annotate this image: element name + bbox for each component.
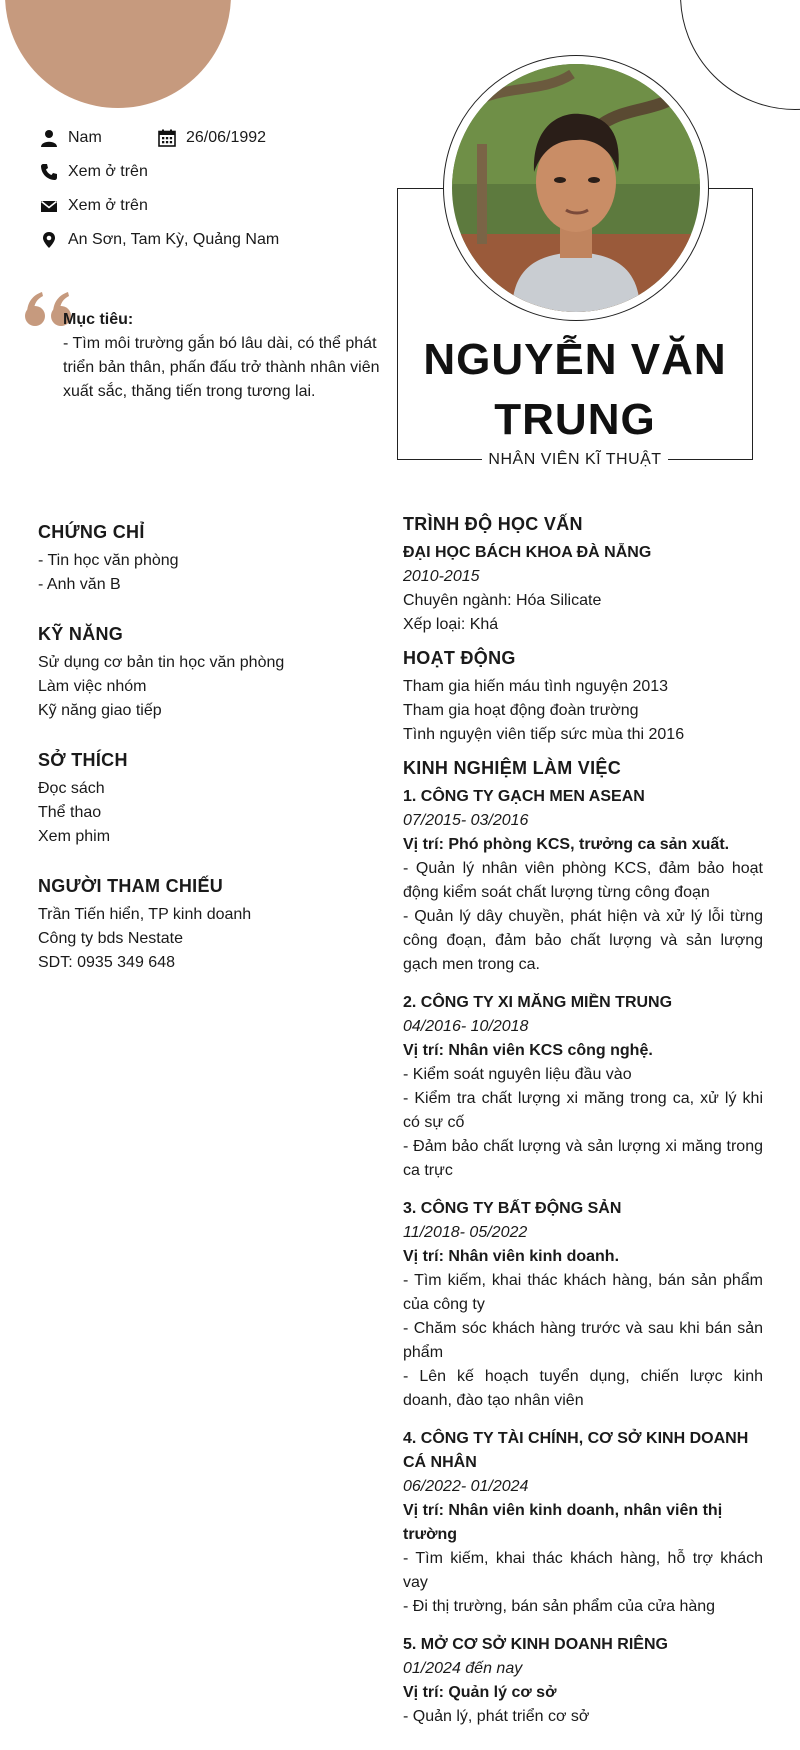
envelope-icon bbox=[40, 197, 58, 215]
candidate-job-title: NHÂN VIÊN KĨ THUẬT bbox=[482, 448, 668, 472]
job-company: 3. CÔNG TY BẤT ĐỘNG SẢN bbox=[403, 1200, 622, 1217]
gender-value: Nam bbox=[68, 129, 102, 146]
references-section bbox=[38, 873, 368, 975]
decorative-circle-top-left bbox=[5, 0, 231, 108]
job-position: Vị trí: Quản lý cơ sở bbox=[403, 1684, 557, 1701]
job-position: Vị trí: Nhân viên kinh doanh. bbox=[403, 1248, 620, 1265]
hobby-item: Xem phim bbox=[38, 828, 111, 845]
job-duty: - Quản lý nhân viên phòng KCS, đảm bảo hoạt động kiểm soát chất lượng từng công đoạn bbox=[403, 860, 763, 901]
email-value: Xem ở trên bbox=[68, 197, 148, 214]
phone-icon bbox=[40, 163, 58, 181]
job-entry bbox=[403, 785, 763, 977]
gender-row bbox=[40, 126, 102, 150]
profile-portrait-image bbox=[452, 64, 700, 312]
hobby-item: Đọc sách bbox=[38, 780, 105, 797]
job-period: 06/2022- 01/2024 bbox=[403, 1478, 529, 1495]
right-column bbox=[403, 511, 763, 1743]
left-column bbox=[38, 519, 368, 999]
school-name: ĐẠI HỌC BÁCH KHOA ĐÀ NẴNG bbox=[403, 544, 652, 561]
experience-section bbox=[403, 755, 763, 1729]
job-period: 04/2016- 10/2018 bbox=[403, 1018, 529, 1035]
job-duty: - Tìm kiếm, khai thác khách hàng, bán sản phẩm của công ty bbox=[403, 1272, 763, 1313]
objective-text: - Tìm môi trường gắn bó lâu dài, có thể phát triển bản thân, phấn đấu trở thành nhân viên xuất sắc, thăng tiến trong tương lai. bbox=[63, 335, 380, 400]
phone-value: Xem ở trên bbox=[68, 163, 148, 180]
job-period: 11/2018- 05/2022 bbox=[403, 1224, 528, 1241]
job-company: 5. MỞ CƠ SỞ KINH DOANH RIÊNG bbox=[403, 1636, 668, 1653]
hobby-item: Thể thao bbox=[38, 804, 102, 821]
job-duty: - Quản lý, phát triển cơ sở bbox=[403, 1708, 590, 1725]
skills-heading: KỸ NĂNG bbox=[38, 624, 124, 644]
activity-item: Tham gia hiến máu tình nguyện 2013 bbox=[403, 678, 669, 695]
job-company: 1. CÔNG TY GẠCH MEN ASEAN bbox=[403, 788, 645, 805]
job-entry bbox=[403, 1427, 763, 1619]
skill-item: Sử dụng cơ bản tin học văn phòng bbox=[38, 654, 285, 671]
certificate-item: - Anh văn B bbox=[38, 576, 121, 593]
job-entry bbox=[403, 1197, 763, 1413]
birthdate-value: 26/06/1992 bbox=[186, 129, 267, 146]
activities-heading: HOẠT ĐỘNG bbox=[403, 648, 516, 668]
location-pin-icon bbox=[40, 231, 58, 249]
profile-photo bbox=[452, 64, 700, 312]
birthdate-row bbox=[158, 126, 266, 150]
email-row bbox=[40, 194, 148, 218]
certificate-item: - Tin học văn phòng bbox=[38, 552, 179, 569]
reference-item: SDT: 0935 349 648 bbox=[38, 954, 175, 971]
education-period: 2010-2015 bbox=[403, 568, 480, 585]
references-heading: NGƯỜI THAM CHIẾU bbox=[38, 876, 224, 896]
hobbies-section bbox=[38, 747, 368, 849]
hobbies-heading: SỞ THÍCH bbox=[38, 750, 128, 770]
objective-section bbox=[63, 308, 383, 404]
job-duty: - Tìm kiếm, khai thác khách hàng, hỗ trợ khách vay bbox=[403, 1550, 763, 1591]
education-major: Chuyên ngành: Hóa Silicate bbox=[403, 592, 602, 609]
job-period: 07/2015- 03/2016 bbox=[403, 812, 529, 829]
skills-section bbox=[38, 621, 368, 723]
candidate-name: NGUYỄN VĂN TRUNG bbox=[423, 335, 727, 444]
job-position: Vị trí: Phó phòng KCS, trưởng ca sản xuất. bbox=[403, 836, 730, 853]
person-icon bbox=[40, 129, 58, 147]
certificates-section bbox=[38, 519, 368, 597]
activity-item: Tham gia hoạt động đoàn trường bbox=[403, 702, 639, 719]
activities-section bbox=[403, 645, 763, 747]
job-position: Vị trí: Nhân viên KCS công nghệ. bbox=[403, 1042, 653, 1059]
skill-item: Làm việc nhóm bbox=[38, 678, 147, 695]
job-position: Vị trí: Nhân viên kinh doanh, nhân viên thị trường bbox=[403, 1502, 723, 1543]
activity-item: Tình nguyện viên tiếp sức mùa thi 2016 bbox=[403, 726, 685, 743]
certificates-heading: CHỨNG CHỈ bbox=[38, 522, 145, 542]
job-duty: - Lên kế hoạch tuyển dụng, chiến lược kinh doanh, đào tạo nhân viên bbox=[403, 1368, 763, 1409]
job-duty: - Kiểm soát nguyên liệu đầu vào bbox=[403, 1066, 632, 1083]
reference-item: Công ty bds Nestate bbox=[38, 930, 183, 947]
calendar-icon bbox=[158, 129, 176, 147]
job-company: 2. CÔNG TY XI MĂNG MIỀN TRUNG bbox=[403, 994, 673, 1011]
objective-title: Mục tiêu: bbox=[63, 311, 134, 328]
job-duty: - Kiểm tra chất lượng xi măng trong ca, xử lý khi có sự cố bbox=[403, 1090, 763, 1131]
decorative-circle-top-right bbox=[680, 0, 800, 110]
education-section bbox=[403, 511, 763, 637]
education-heading: TRÌNH ĐỘ HỌC VẤN bbox=[403, 514, 583, 534]
job-company: 4. CÔNG TY TÀI CHÍNH, CƠ SỞ KINH DOANH CÁ NHÂN bbox=[403, 1430, 749, 1471]
phone-row bbox=[40, 160, 148, 184]
job-duty: - Chăm sóc khách hàng trước và sau khi bán sản phẩm bbox=[403, 1320, 763, 1361]
job-entry bbox=[403, 1633, 763, 1729]
address-row bbox=[40, 228, 279, 252]
job-entry bbox=[403, 991, 763, 1183]
skill-item: Kỹ năng giao tiếp bbox=[38, 702, 162, 719]
experience-heading: KINH NGHIỆM LÀM VIỆC bbox=[403, 758, 622, 778]
job-period: 01/2024 đến nay bbox=[403, 1660, 523, 1677]
job-duty: - Đảm bảo chất lượng và sản lượng xi măng trong ca trực bbox=[403, 1138, 763, 1179]
reference-item: Trần Tiến hiển, TP kinh doanh bbox=[38, 906, 252, 923]
job-duty: - Quản lý dây chuyền, phát hiện và xử lý lỗi từng công đoạn, đảm bảo chất lượng và sản lượng gạch men trong ca. bbox=[403, 908, 763, 973]
address-value: An Sơn, Tam Kỳ, Quảng Nam bbox=[68, 231, 280, 248]
job-duty: - Đi thị trường, bán sản phẩm của cửa hàng bbox=[403, 1598, 716, 1615]
education-grade: Xếp loại: Khá bbox=[403, 616, 499, 633]
